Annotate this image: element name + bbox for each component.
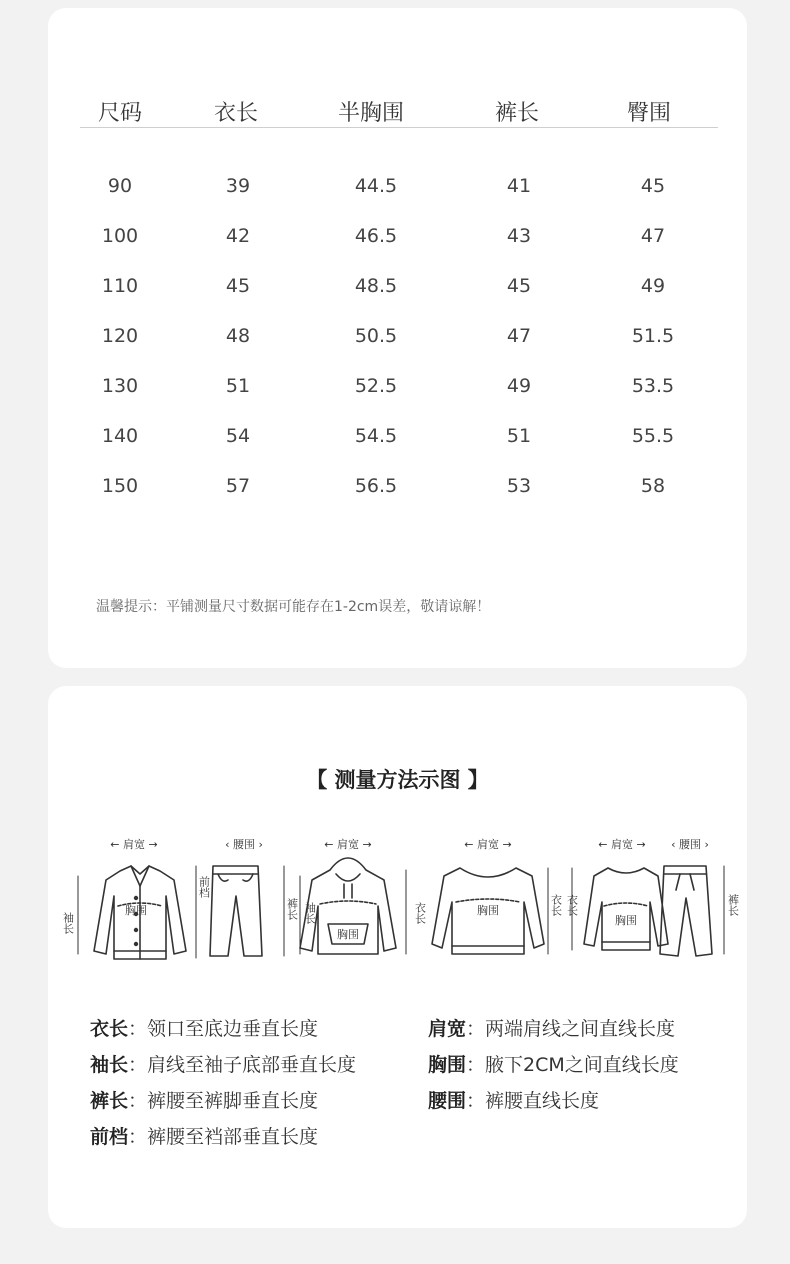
header-hip: 臀围 [626,101,672,126]
cell-length: 48 [225,325,251,347]
cell-size: 90 [107,175,133,197]
measurement-method-card [48,686,747,1228]
header-pants-length: 裤长 [494,101,540,126]
header-divider [80,127,718,128]
cell-hip: 53.5 [631,375,675,397]
header-length: 衣长 [213,101,259,126]
table-row [48,375,747,403]
sleeve-label-2: 袖长 [303,902,317,924]
cell-hip: 55.5 [631,425,675,447]
pants-length-label-1: 裤长 [285,898,299,920]
definition-item: 肩宽：两端肩线之间直线长度 [428,1018,676,1040]
cell-hip: 51.5 [631,325,675,347]
cell-pants-length: 53 [506,475,532,497]
cell-length: 45 [225,275,251,297]
cell-size: 110 [101,275,139,297]
definition-item: 裤长：裤腰至裤脚垂直长度 [90,1090,319,1112]
pants-illustration [210,866,262,956]
definition-item: 袖长：肩线至袖子底部垂直长度 [90,1054,357,1076]
cell-size: 140 [101,425,139,447]
cell-length: 57 [225,475,251,497]
cell-half-chest: 48.5 [354,275,398,297]
cell-hip: 47 [640,225,666,247]
cell-size: 150 [101,475,139,497]
cell-half-chest: 44.5 [354,175,398,197]
chest-label-1: 胸围 [125,904,147,917]
length-label-1: 衣长 [413,902,427,924]
shoulder-label-3: ← 肩宽 → [464,838,512,851]
garment-diagrams [48,836,747,971]
definition-item: 腰围：裤腰直线长度 [428,1090,600,1112]
header-size: 尺码 [97,101,143,126]
cell-hip: 45 [640,175,666,197]
shoulder-label-1: ← 肩宽 → [110,838,158,851]
table-row [48,475,747,503]
cell-length: 51 [225,375,251,397]
shoulder-label-4: ← 肩宽 → [598,838,646,851]
cell-hip: 49 [640,275,666,297]
length-label-3: 衣长 [565,894,579,916]
table-row [48,425,747,453]
pants-length-label-2: 裤长 [726,894,740,916]
cell-size: 130 [101,375,139,397]
cell-hip: 58 [640,475,666,497]
cell-pants-length: 45 [506,275,532,297]
waist-label-2: ‹ 腰围 › [671,838,709,851]
cell-half-chest: 54.5 [354,425,398,447]
shoulder-label-2: ← 肩宽 → [324,838,372,851]
size-table-card [48,8,747,668]
cell-size: 100 [101,225,139,247]
sweatshirt-illustration [584,868,668,950]
cell-pants-length: 47 [506,325,532,347]
cell-size: 120 [101,325,139,347]
chest-label-4: 胸围 [615,914,637,927]
definition-item: 衣长：领口至底边垂直长度 [90,1018,319,1040]
header-half-chest: 半胸围 [337,101,405,126]
measurement-note: 温馨提示：平铺测量尺寸数据可能存在1-2cm误差，敬请谅解！ [96,599,491,615]
table-row [48,325,747,353]
cell-pants-length: 49 [506,375,532,397]
cell-length: 42 [225,225,251,247]
table-row [48,175,747,203]
cell-half-chest: 50.5 [354,325,398,347]
table-row [48,225,747,253]
cell-half-chest: 56.5 [354,475,398,497]
cell-half-chest: 52.5 [354,375,398,397]
cell-length: 39 [225,175,251,197]
cell-pants-length: 43 [506,225,532,247]
cell-pants-length: 41 [506,175,532,197]
rise-label: 前档 [197,876,211,898]
waist-label-1: ‹ 腰围 › [225,838,263,851]
cell-pants-length: 51 [506,425,532,447]
method-title: 【 测量方法示图 】 [306,768,489,792]
definition-item: 前档：裤腰至裆部垂直长度 [90,1126,319,1148]
chest-label-3: 胸围 [477,904,499,917]
chest-label-2: 胸围 [337,928,359,941]
table-row [48,275,747,303]
cell-length: 54 [225,425,251,447]
length-label-2: 衣长 [549,894,563,916]
sleeve-label-1: 袖长 [61,912,75,934]
cell-half-chest: 46.5 [354,225,398,247]
definition-item: 胸围：腋下2CM之间直线长度 [428,1054,679,1076]
